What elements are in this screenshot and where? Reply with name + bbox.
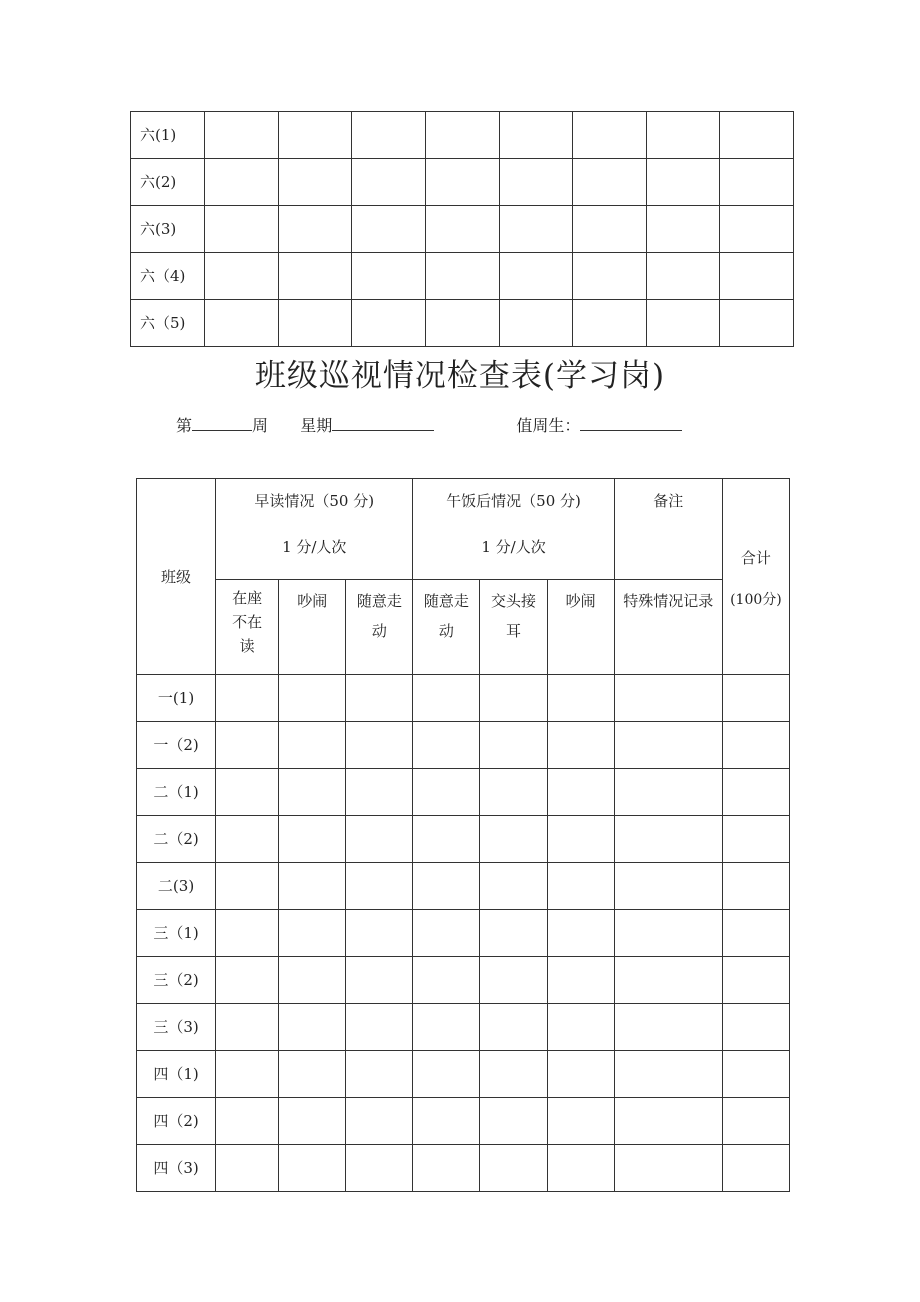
blank-cell[interactable] [425, 112, 499, 159]
blank-cell[interactable] [413, 910, 480, 957]
week-blank[interactable] [192, 416, 252, 431]
blank-cell[interactable] [279, 1004, 346, 1051]
weekday-label: 星期 [300, 416, 333, 435]
blank-cell[interactable] [352, 300, 426, 347]
blank-cell[interactable] [547, 675, 614, 722]
table-row [131, 253, 794, 300]
blank-cell[interactable] [646, 159, 720, 206]
blank-cell[interactable] [413, 1004, 480, 1051]
blank-cell[interactable] [425, 159, 499, 206]
table-row [137, 722, 790, 769]
table-row [131, 300, 794, 347]
class-label: 四（2) [137, 1098, 216, 1145]
blank-cell[interactable] [279, 769, 346, 816]
blank-cell[interactable] [279, 910, 346, 957]
blank-cell[interactable] [547, 1098, 614, 1145]
class-label: 二(3) [137, 863, 216, 910]
col-lunch-whispering: 交头接耳 [480, 580, 547, 675]
blank-cell[interactable] [547, 816, 614, 863]
table-row [131, 206, 794, 253]
blank-cell[interactable] [499, 159, 573, 206]
after-lunch-title: 午饭后情况（50 分) [446, 492, 581, 510]
blank-cell[interactable] [278, 253, 352, 300]
class-label: 一（2) [137, 722, 216, 769]
blank-cell[interactable] [480, 1051, 547, 1098]
blank-cell[interactable] [547, 1004, 614, 1051]
blank-cell[interactable] [614, 722, 722, 769]
blank-cell[interactable] [614, 910, 722, 957]
class-label: 三（3) [137, 1004, 216, 1051]
col-morning-noisy: 吵闹 [279, 580, 346, 675]
blank-cell[interactable] [216, 675, 279, 722]
blank-cell[interactable] [646, 300, 720, 347]
blank-cell[interactable] [614, 863, 722, 910]
class-label: 六(1) [131, 112, 205, 159]
blank-cell[interactable] [346, 675, 413, 722]
blank-cell[interactable] [720, 206, 794, 253]
blank-cell[interactable] [614, 1004, 722, 1051]
class-label: 二（1) [137, 769, 216, 816]
blank-cell[interactable] [722, 1004, 789, 1051]
class-label: 六(2) [131, 159, 205, 206]
blank-cell[interactable] [413, 957, 480, 1004]
duty-label: 值周生： [516, 416, 581, 435]
blank-cell[interactable] [216, 769, 279, 816]
week-suffix: 周 [252, 416, 269, 435]
blank-cell[interactable] [216, 910, 279, 957]
blank-cell[interactable] [413, 769, 480, 816]
col-lunch-wandering: 随意走动 [413, 580, 480, 675]
blank-cell[interactable] [425, 253, 499, 300]
class-header: 班级 [137, 479, 216, 675]
blank-cell[interactable] [205, 206, 279, 253]
blank-cell[interactable] [278, 206, 352, 253]
blank-cell[interactable] [346, 910, 413, 957]
blank-cell[interactable] [722, 722, 789, 769]
blank-cell[interactable] [499, 300, 573, 347]
blank-cell[interactable] [279, 957, 346, 1004]
blank-cell[interactable] [480, 675, 547, 722]
blank-cell[interactable] [480, 722, 547, 769]
blank-cell[interactable] [216, 957, 279, 1004]
blank-cell[interactable] [279, 1051, 346, 1098]
blank-cell[interactable] [614, 1098, 722, 1145]
blank-cell[interactable] [279, 1145, 346, 1192]
morning-reading-rule: 1 分/人次 [282, 538, 347, 556]
blank-cell[interactable] [722, 1145, 789, 1192]
blank-cell[interactable] [720, 300, 794, 347]
blank-cell[interactable] [573, 253, 647, 300]
blank-cell[interactable] [352, 253, 426, 300]
blank-cell[interactable] [346, 1004, 413, 1051]
blank-cell[interactable] [547, 910, 614, 957]
morning-reading-title: 早读情况（50 分) [254, 492, 375, 510]
blank-cell[interactable] [205, 112, 279, 159]
table-row [137, 1051, 790, 1098]
blank-cell[interactable] [499, 112, 573, 159]
blank-cell[interactable] [547, 1145, 614, 1192]
blank-cell[interactable] [346, 957, 413, 1004]
class-label: 四（3) [137, 1145, 216, 1192]
table-row [137, 769, 790, 816]
blank-cell[interactable] [547, 863, 614, 910]
table-row [137, 863, 790, 910]
col-morning-wandering: 随意走动 [346, 580, 413, 675]
blank-cell[interactable] [413, 722, 480, 769]
col-special-record: 特殊情况记录 [614, 580, 722, 675]
blank-cell[interactable] [722, 957, 789, 1004]
blank-cell[interactable] [279, 722, 346, 769]
blank-cell[interactable] [722, 769, 789, 816]
blank-cell[interactable] [480, 769, 547, 816]
week-prefix: 第 [176, 416, 193, 435]
blank-cell[interactable] [722, 910, 789, 957]
blank-cell[interactable] [614, 1051, 722, 1098]
blank-cell[interactable] [216, 863, 279, 910]
blank-cell[interactable] [278, 159, 352, 206]
blank-cell[interactable] [346, 1145, 413, 1192]
table-row [137, 1098, 790, 1145]
blank-cell[interactable] [547, 722, 614, 769]
total-header [722, 479, 789, 675]
table-row [137, 1004, 790, 1051]
blank-cell[interactable] [646, 112, 720, 159]
blank-cell[interactable] [480, 1145, 547, 1192]
blank-cell[interactable] [614, 1145, 722, 1192]
blank-cell[interactable] [480, 957, 547, 1004]
class-label: 六(3) [131, 206, 205, 253]
blank-cell[interactable] [646, 206, 720, 253]
blank-cell[interactable] [346, 769, 413, 816]
blank-cell[interactable] [614, 957, 722, 1004]
blank-cell[interactable] [722, 1098, 789, 1145]
blank-cell[interactable] [480, 910, 547, 957]
blank-cell[interactable] [722, 863, 789, 910]
table-row [131, 112, 794, 159]
table-row [137, 675, 790, 722]
class-label: 四（1) [137, 1051, 216, 1098]
table-row [137, 816, 790, 863]
blank-cell[interactable] [216, 1004, 279, 1051]
blank-cell[interactable] [480, 1098, 547, 1145]
blank-cell[interactable] [413, 1145, 480, 1192]
blank-cell[interactable] [346, 1051, 413, 1098]
blank-cell[interactable] [346, 816, 413, 863]
info-line [176, 413, 682, 436]
blank-cell[interactable] [279, 1098, 346, 1145]
blank-cell[interactable] [646, 253, 720, 300]
morning-reading-header [216, 479, 413, 580]
blank-cell[interactable] [352, 112, 426, 159]
class-label: 六（4) [131, 253, 205, 300]
inspection-table [136, 478, 790, 1192]
blank-cell[interactable] [573, 300, 647, 347]
blank-cell[interactable] [413, 863, 480, 910]
blank-cell[interactable] [346, 722, 413, 769]
class-label: 三（2) [137, 957, 216, 1004]
blank-cell[interactable] [205, 159, 279, 206]
after-lunch-header [413, 479, 614, 580]
blank-cell[interactable] [279, 863, 346, 910]
blank-cell[interactable] [720, 112, 794, 159]
after-lunch-rule: 1 分/人次 [481, 538, 546, 556]
table-row [137, 910, 790, 957]
blank-cell[interactable] [346, 863, 413, 910]
blank-cell[interactable] [279, 816, 346, 863]
class-label: 六（5) [131, 300, 205, 347]
blank-cell[interactable] [480, 1004, 547, 1051]
blank-cell[interactable] [425, 300, 499, 347]
blank-cell[interactable] [346, 1098, 413, 1145]
blank-cell[interactable] [614, 769, 722, 816]
blank-cell[interactable] [278, 300, 352, 347]
col-seated-not-reading: 在座不在读 [216, 580, 279, 675]
blank-cell[interactable] [614, 816, 722, 863]
blank-cell[interactable] [205, 300, 279, 347]
blank-cell[interactable] [722, 675, 789, 722]
table-row [137, 1145, 790, 1192]
blank-cell[interactable] [547, 769, 614, 816]
blank-cell[interactable] [413, 1098, 480, 1145]
blank-cell[interactable] [278, 112, 352, 159]
duty-blank[interactable] [580, 416, 682, 431]
table-row [131, 159, 794, 206]
blank-cell[interactable] [573, 159, 647, 206]
class-label: 二（2) [137, 816, 216, 863]
blank-cell[interactable] [720, 159, 794, 206]
blank-cell[interactable] [547, 1051, 614, 1098]
blank-cell[interactable] [573, 206, 647, 253]
blank-cell[interactable] [216, 1098, 279, 1145]
blank-cell[interactable] [480, 816, 547, 863]
class-label: 一(1) [137, 675, 216, 722]
total-sub: (100分) [730, 591, 782, 608]
weekday-blank[interactable] [332, 416, 434, 431]
blank-cell[interactable] [547, 957, 614, 1004]
blank-cell[interactable] [205, 253, 279, 300]
col-lunch-noisy: 吵闹 [547, 580, 614, 675]
total-title: 合计 [740, 548, 771, 567]
blank-cell[interactable] [499, 206, 573, 253]
blank-cell[interactable] [614, 675, 722, 722]
class-label: 三（1) [137, 910, 216, 957]
blank-cell[interactable] [573, 112, 647, 159]
previous-class-table [130, 111, 794, 347]
blank-cell[interactable] [722, 816, 789, 863]
page-title: 班级巡视情况检查表(学习岗) [254, 358, 666, 394]
blank-cell[interactable] [413, 816, 480, 863]
blank-cell[interactable] [216, 722, 279, 769]
remarks-header: 备注 [614, 479, 722, 580]
blank-cell[interactable] [279, 675, 346, 722]
blank-cell[interactable] [352, 206, 426, 253]
blank-cell[interactable] [352, 159, 426, 206]
blank-cell[interactable] [499, 253, 573, 300]
blank-cell[interactable] [480, 863, 547, 910]
blank-cell[interactable] [216, 1145, 279, 1192]
blank-cell[interactable] [413, 1051, 480, 1098]
blank-cell[interactable] [216, 1051, 279, 1098]
blank-cell[interactable] [413, 675, 480, 722]
blank-cell[interactable] [216, 816, 279, 863]
blank-cell[interactable] [425, 206, 499, 253]
blank-cell[interactable] [720, 253, 794, 300]
table-row [137, 957, 790, 1004]
blank-cell[interactable] [722, 1051, 789, 1098]
